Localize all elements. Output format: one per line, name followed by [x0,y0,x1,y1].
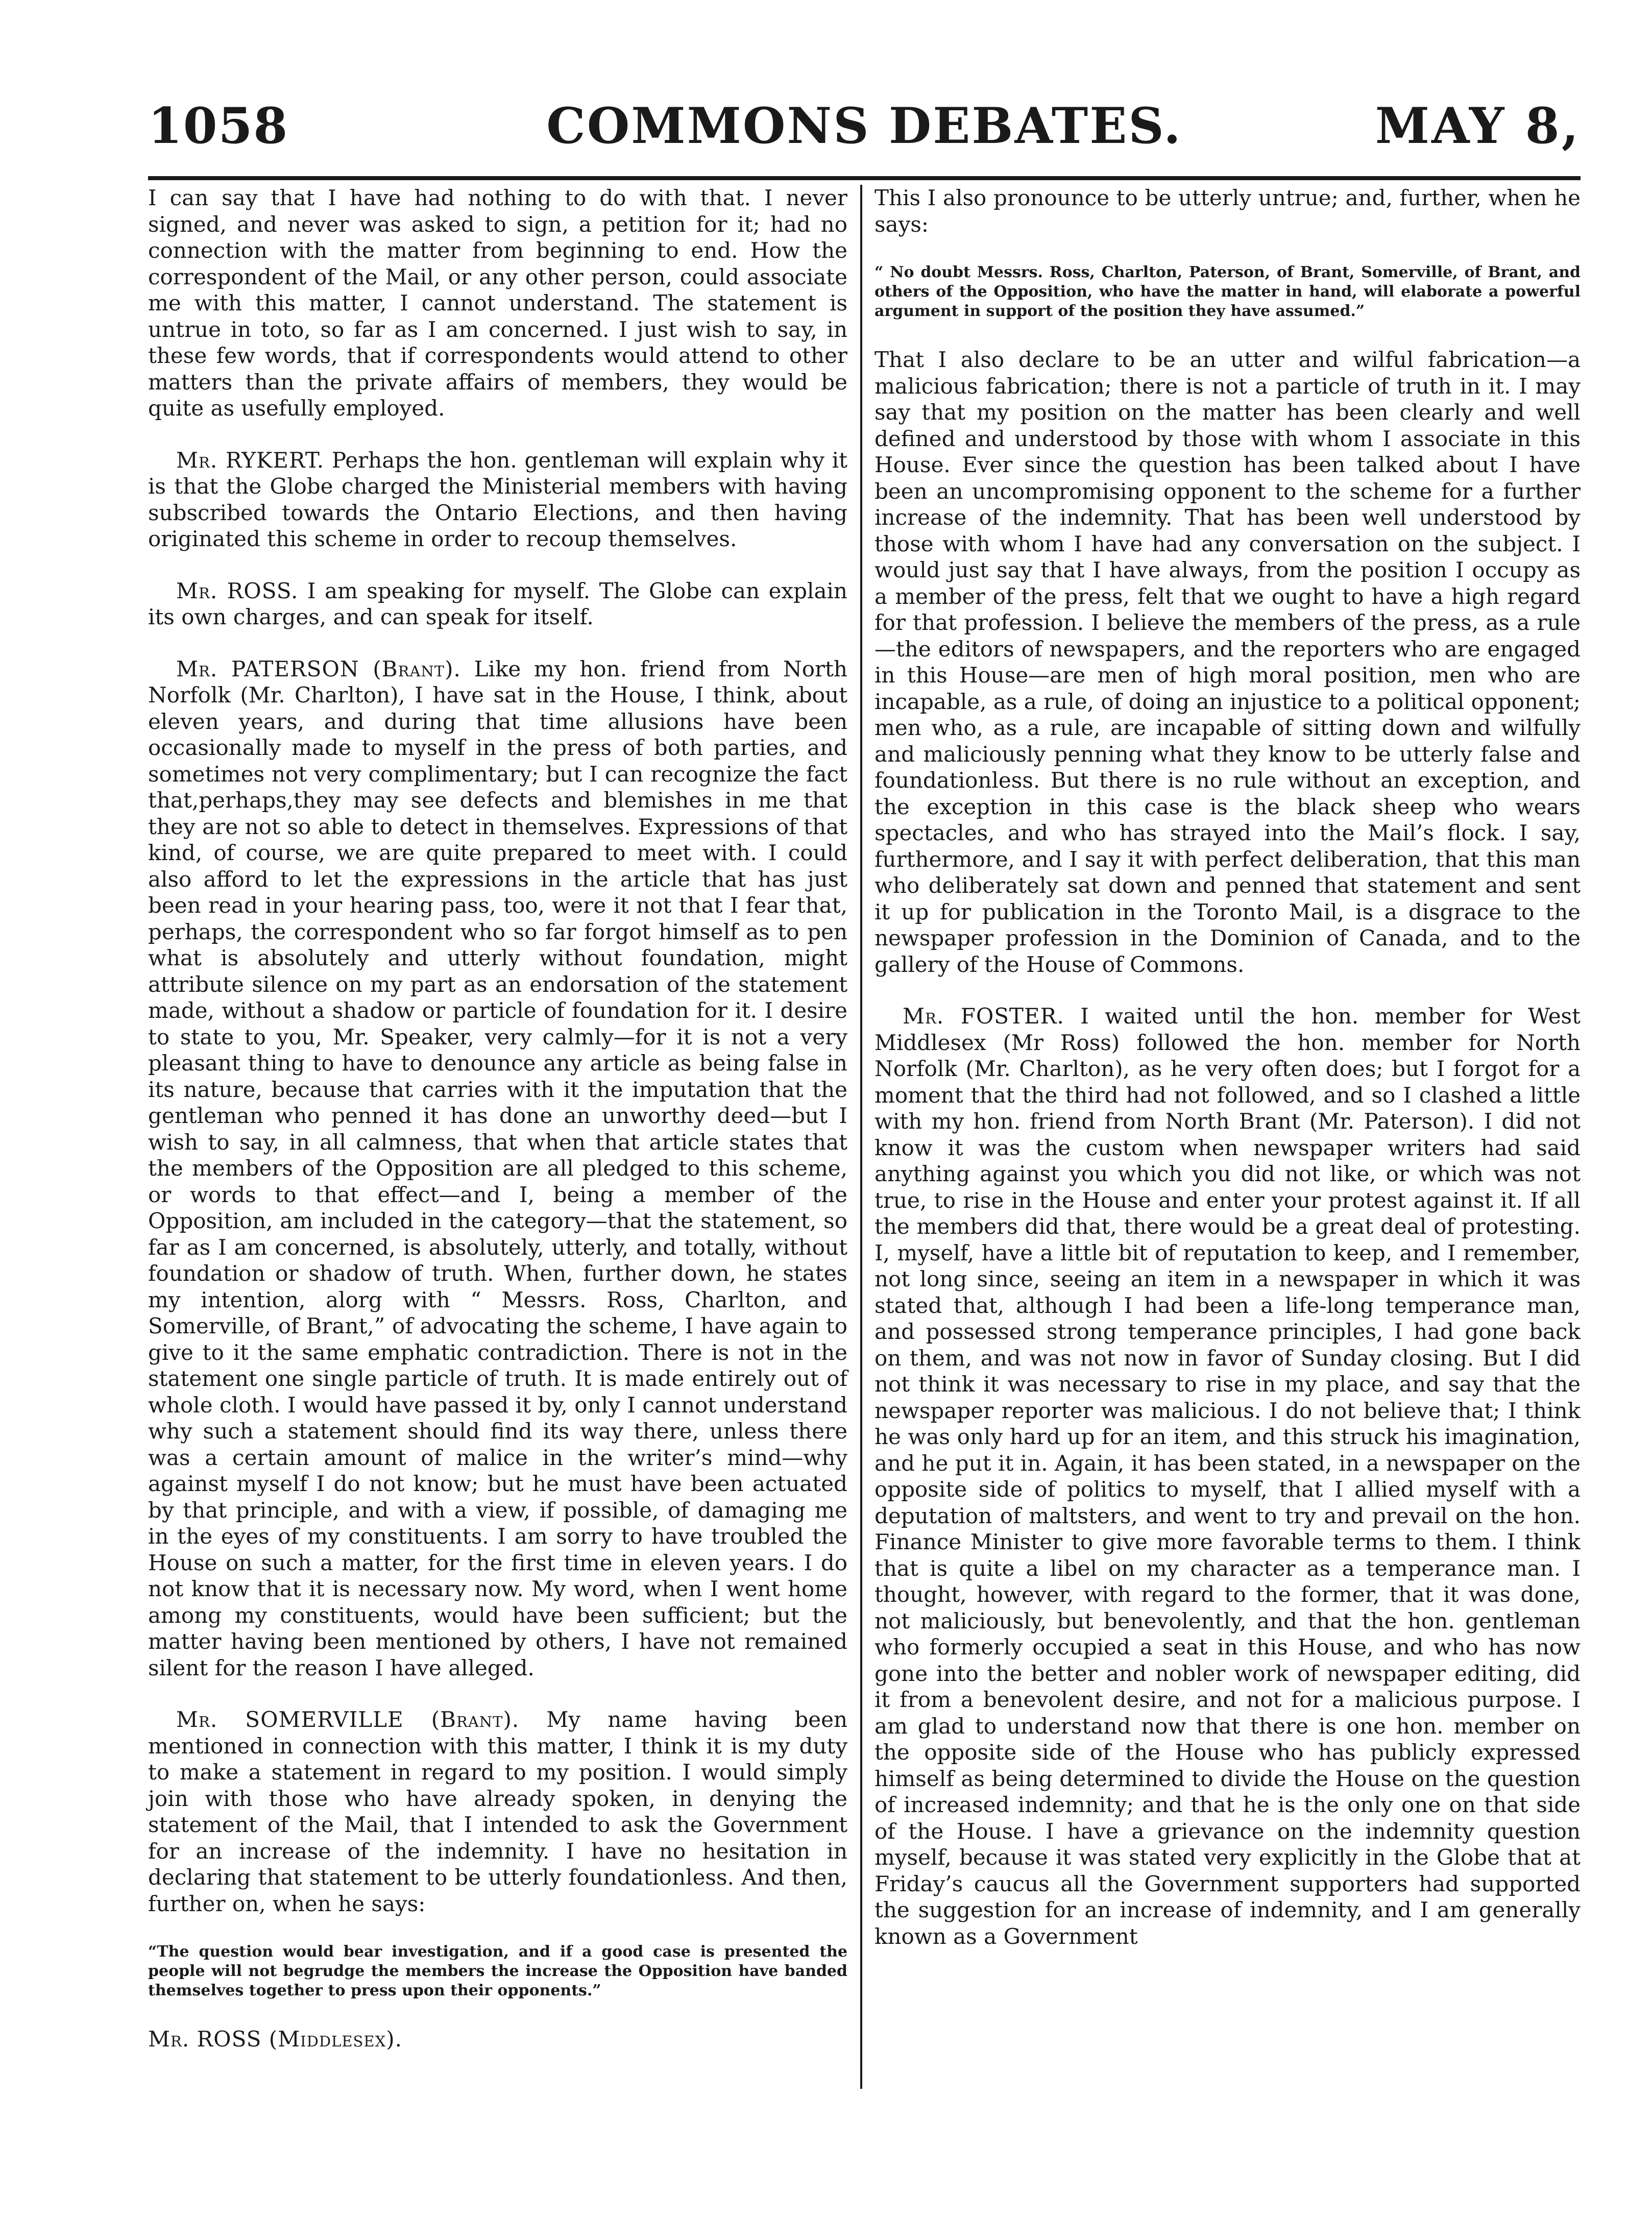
speech-ross-middlesex [148,2026,847,2053]
column-divider [860,185,862,2089]
speech-ross [148,578,847,630]
speech-text: My name having been mentioned in connection with this matter, I think it is my duty to make a statement in regard to my position. I would simply join with those who have already spoken, in denying the statement of the Mail, that I intended to ask the Government for an increase of the indemnity. I have no hesitation in declaring that statement to be utterly foundationless. And then, further on, when he says: [148,1707,847,1916]
header-rule [148,176,1581,180]
block-quote: “The question would bear investigation, and if a good case is presented the people will not begrudge the members the increase the Opposition have banded themselves together to press upon their opponents.” [148,1943,847,1999]
speaker-name: Mr. SOMERVILLE (Brant). [176,1707,520,1732]
page-number: 1058 [148,97,289,155]
left-column [148,185,847,2078]
page-title: COMMONS DEBATES. [546,97,1182,155]
paragraph: I can say that I have had nothing to do with that. I never signed, and never was asked to sign, a petition for it; had no connection with the matter from beginning to end. How the correspondent of the Mail, or any other person, could associate me with this matter, I cannot understand. The statement is untrue in toto, so far as I am concerned. I just wish to say, in these few words, that if correspondents would attend to other matters than the private affairs of members, they would be quite as usefully employed. [148,185,847,421]
speaker-name: Mr. RYKERT. [176,447,325,473]
speech-foster [874,1003,1581,1949]
speech-text: I waited until the hon. member for West Middlesex (Mr Ross) followed the hon. member for North Norfolk (Mr. Charlton), as he very often does; but I forgot for a moment that the third had not followed, and so I clashed a little with my hon. friend from North Brant (Mr. Paterson). I did not know it was the custom when newspaper writers had said anything against you which you did not like, or which was not true, to rise in the House and enter your protest against it. If all the members did that, there would be a great deal of protesting. I, myself, have a little bit of reputation to keep, and I remember, not long since, seeing an item in a newspaper in which it was stated that, although I had been a life-long temperance man, and possessed strong temperance principles, I had gone back on them, and was not now in favor of Sunday closing. But I did not think it was necessary to rise in my place, and say that the newspaper reporter was malicious. I do not believe that; I think he was only hard up for an item, and this struck his imagination, and he put it in. Again, it has been stated, in a newspaper on the opposite side of politics to myself, that I allied myself with a deputation of maltsters, and went to try and prevail on the hon. Finance Minister to give more favorable terms to them. I think that is quite a libel on my character as a temperance man. I thought, however, with regard to the former, that it was done, not maliciously, but benevolently, and that the hon. gentleman who formerly occupied a seat in this House, and who has now gone into the better and nobler work of newspaper editing, did it from a benevolent desire, and not for a malicious purpose. I am glad to understand now that there is one hon. member on the opposite side of the House who has publicly expressed himself as being determined to divide the House on the question of increased indemnity; and that he is the only one on that side of the House. I have a grievance on the indemnity question myself, because it was stated very explicitly in the Globe that at Friday’s caucus all the Government supporters had supported the suggestion for an increase of indemnity, and I am generally known as a Government [874,1004,1581,1949]
speech-text: I am speaking for myself. The Globe can explain its own charges, and can speak for itself. [148,578,847,629]
speaker-name: Mr. PATERSON (Brant). [176,656,461,681]
paragraph: This I also pronounce to be utterly untrue; and, further, when he says: [874,185,1581,237]
right-column [874,185,1581,1975]
speaker-name: Mr. ROSS (Middlesex). [148,2027,402,2052]
speech-rykert [148,447,847,552]
page-date: MAY 8, [1375,97,1581,155]
block-quote: “ No doubt Messrs. Ross, Charlton, Paterson, of Brant, Somerville, of Brant, and others of the Opposition, who have the matter in hand, will elaborate a powerful argument in support of the position they have assumed.” [874,263,1581,320]
speaker-name: Mr. FOSTER. [903,1004,1064,1029]
speech-somerville [148,1706,847,1917]
speaker-name: Mr. ROSS. [176,578,299,603]
speech-text: Like my hon. friend from North Norfolk (Mr. Charlton), I have sat in the House, I think, about eleven years, and during that time allusions have been occasionally made to myself in the press of both parties, and sometimes not very complimentary; but I can recognize the fact that,perhaps,they may see defects and blemishes in me that they are not so able to detect in themselves. Expressions of that kind, of course, we are quite prepared to meet with. I could also afford to let the expressions in the article that has just been read in your hearing pass, too, were it not that I fear that, perhaps, the correspondent who so far forgot himself as to pen what is absolutely and utterly without foundation, might attribute silence on my part as an endorsation of the statement made, without a shadow or particle of foundation for it. I desire to state to you, Mr. Speaker, very calmly—for it is not a very pleasant thing to have to denounce any article as being false in its nature, because that carries with it the imputation that the gentleman who penned it has done an unworthy deed—but I wish to say, in all calmness, that when that article states that the members of the Opposition are all pledged to this scheme, or words to that effect—and I, being a member of the Opposition, am included in the category—that the statement, so far as I am concerned, is absolutely, utterly, and totally, without foundation or shadow of truth. When, further down, he states my intention, alorg with “ Messrs. Ross, Charlton, and Somerville, of Brant,” of advocating the scheme, I have again to give to it the same emphatic contradiction. There is not in the statement one single particle of truth. It is made entirely out of whole cloth. I would have passed it by, only I cannot understand why such a statement should find its way there, unless there was a certain amount of malice in the writer’s mind—why against myself I do not know; but he must have been actuated by that principle, and with a view, if possible, of damaging me in the eyes of my constituents. I am sorry to have troubled the House on such a matter, for the first time in eleven years. I do not know that it is necessary now. My word, when I went home among my constituents, would have been sufficient; but the matter having been mentioned by others, I have not remained silent for the reason I have alleged. [148,656,847,1680]
speech-text: Perhaps the hon. gentleman will explain why it is that the Globe charged the Ministerial members with having subscribed towards the Ontario Elections, and then having originated this scheme in order to recoup themselves. [148,447,847,551]
page-header [148,97,1581,174]
speech-paterson [148,656,847,1681]
paragraph: That I also declare to be an utter and wilful fabrication—a malicious fabrication; there is not a particle of truth in it. I may say that my position on the matter has been clearly and well defined and understood by those with whom I associate in this House. Ever since the question has been talked about I have been an uncompromising opponent to the scheme for a further increase of the indemnity. That has been well understood by those with whom I have had any conversation on the subject. I would just say that I have always, from the position I occupy as a member of the press, felt that we ought to have a high regard for that profession. I believe the members of the press, as a rule—the editors of newspapers, and the reporters who are engaged in this House—are men of high moral position, men who are incapable, as a rule, of doing an injustice to a political opponent; men who, as a rule, are incapable of sitting down and wilfully and maliciously penning what they know to be utterly false and foundationless. But there is no rule without an exception, and the exception in this case is the black sheep who wears spectacles, and who has strayed into the Mail’s flock. I say, furthermore, and I say it with perfect deliberation, that this man who deliberately sat down and penned that statement and sent it up for publication in the Toronto Mail, is a disgrace to the newspaper profession in the Dominion of Canada, and to the gallery of the House of Commons. [874,347,1581,977]
